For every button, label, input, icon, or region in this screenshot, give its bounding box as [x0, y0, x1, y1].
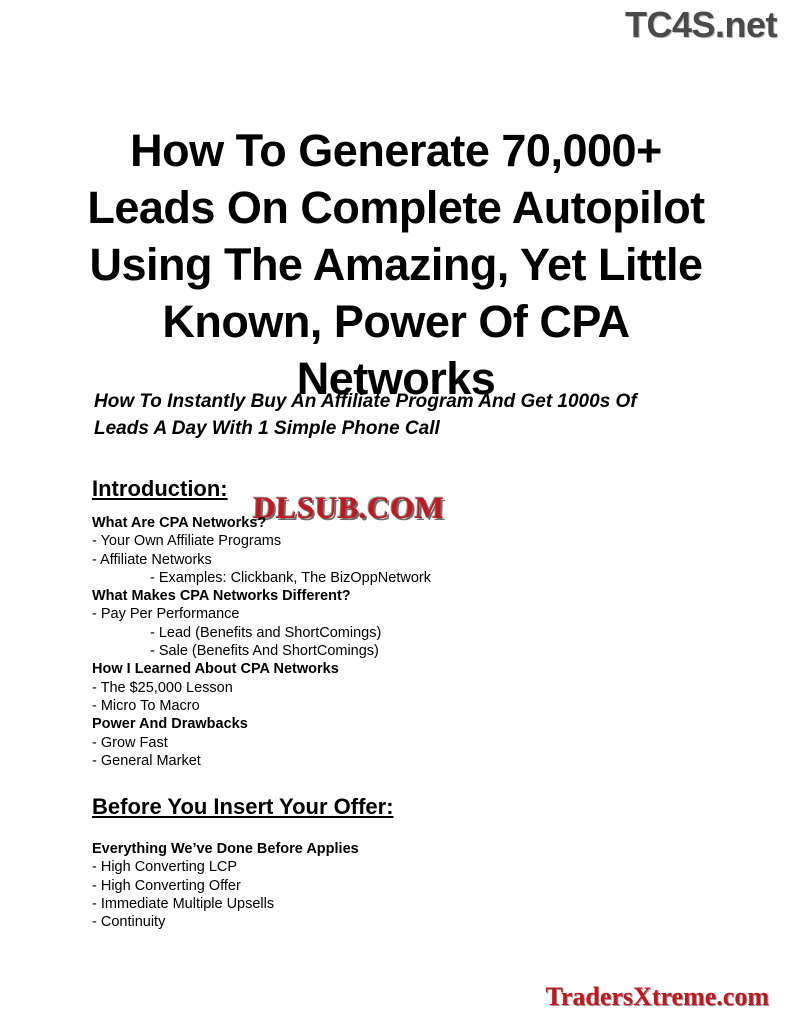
- outline-item: - Examples: Clickbank, The BizOppNetwork: [150, 569, 431, 586]
- dlsub-stamp-watermark: DLSUB.COM: [252, 490, 446, 525]
- outline-item: - Grow Fast: [92, 734, 168, 751]
- outline-item: - High Converting Offer: [92, 877, 241, 894]
- outline-item: - The $25,000 Lesson: [92, 679, 233, 696]
- section-heading-before-you-insert-your-offer: Before You Insert Your Offer:: [92, 794, 394, 819]
- outline-item: - Lead (Benefits and ShortComings): [150, 624, 382, 641]
- before-offer-outline: [92, 840, 652, 931]
- outline-subheading: What Makes CPA Networks Different?: [92, 588, 351, 605]
- page-subtitle: How To Instantly Buy An Affiliate Program And Get 1000s Of Leads A Day With 1 Simple Phone Call: [94, 391, 637, 439]
- outline-item: - General Market: [92, 752, 201, 769]
- outline-subheading: Power And Drawbacks: [92, 716, 248, 733]
- outline-item: - High Converting LCP: [92, 859, 238, 876]
- outline-item: - Micro To Macro: [92, 697, 200, 714]
- outline-item: - Sale (Benefits And ShortComings): [150, 643, 379, 660]
- page-title: How To Generate 70,000+ Leads On Complete Autopilot Using The Amazing, Yet Little Known, Power Of CPA Networks: [87, 125, 705, 405]
- outline-item: - Pay Per Performance: [92, 606, 240, 623]
- outline-item: - Affiliate Networks: [92, 551, 212, 568]
- section-heading-introduction: Introduction:: [92, 476, 228, 501]
- outline-subheading: Everything We’ve Done Before Applies: [92, 841, 359, 857]
- outline-subheading: What Are CPA Networks?: [92, 515, 267, 531]
- top-right-watermark: TC4S.net: [624, 4, 777, 45]
- introduction-outline: [92, 514, 652, 770]
- bottom-right-watermark: TradersXtreme.com: [545, 982, 769, 1011]
- outline-item: - Your Own Affiliate Programs: [92, 533, 282, 550]
- outline-subheading: How I Learned About CPA Networks: [92, 661, 339, 678]
- outline-item: - Continuity: [92, 914, 166, 931]
- outline-item: - Immediate Multiple Upsells: [92, 895, 275, 912]
